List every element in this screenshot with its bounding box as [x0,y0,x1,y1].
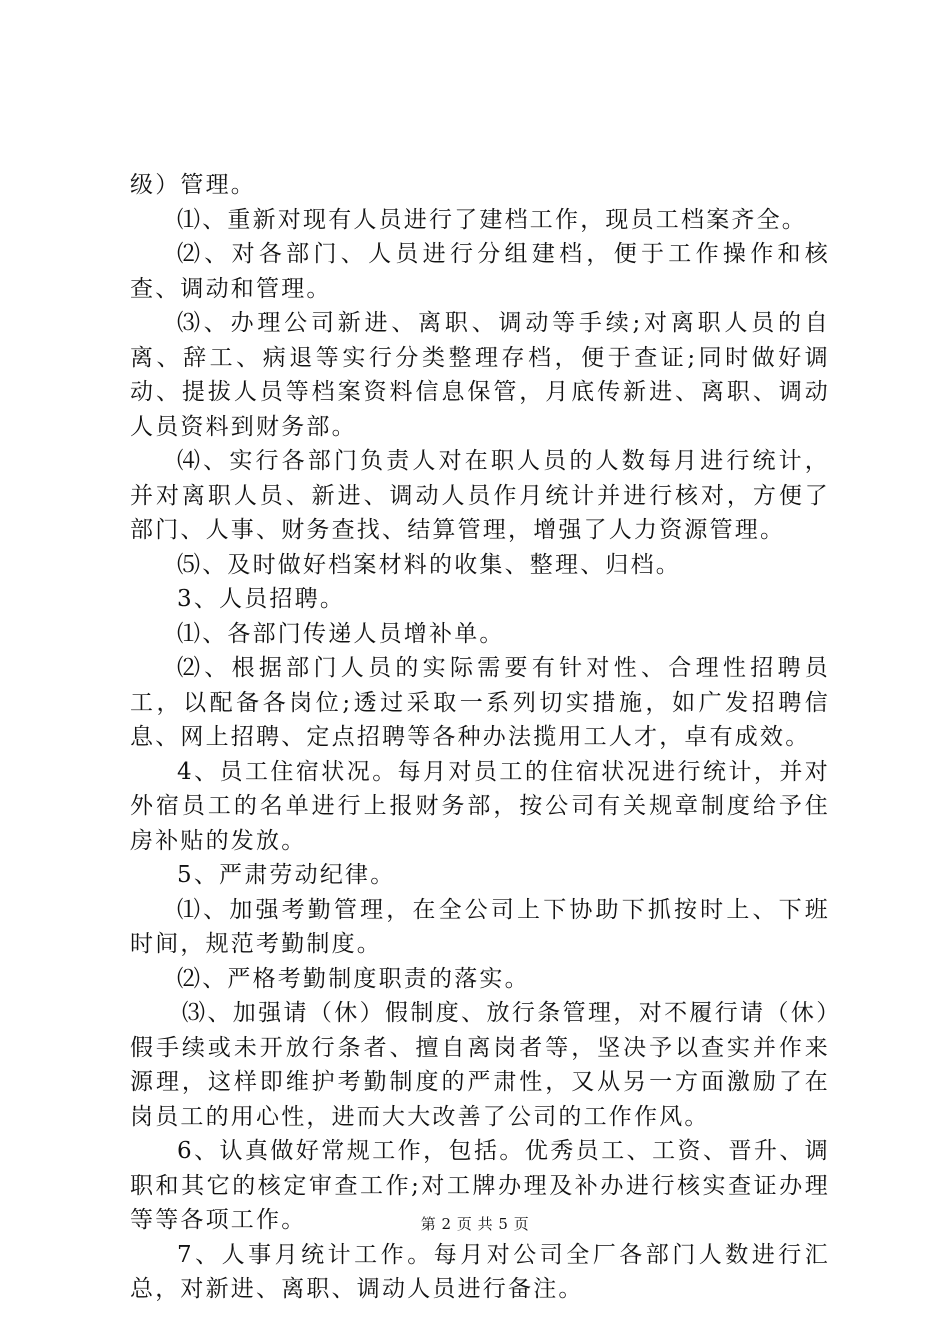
paragraph-item: ⑵、对各部门、人员进行分组建档，便于工作操作和核查、调动和管理。 [130,241,830,302]
paragraph-item: ⑶、加强请（休）假制度、放行条管理，对不履行请（休）假手续或未开放行条者、擅自离岗者等，坚决予以查实并作来源理，这样即维护考勤制度的严肃性，又从另一方面激励了在岗员工的用心性，进而大大改善了公司的工作作风。 [130,1000,830,1130]
paragraph-item: ⑸、及时做好档案材料的收集、整理、归档。 [177,551,681,578]
page-number-footer: 第 2 页 共 5 页 [420,1215,530,1233]
paragraph-item: ⑶、办理公司新进、离职、调动等手续;对离职人员的自离、辞工、病退等实行分类整理存档，便于查证;同时做好调动、提拔人员等档案资料信息保管，月底传新进、离职、调动人员资料到财务部。 [130,310,830,440]
section-heading: 3、人员招聘。 [177,586,346,612]
section-heading: 7、人事月统计工作。每月对公司全厂各部门人数进行汇总，对新进、离职、调动人员进行备注。 [130,1241,830,1302]
paragraph-continuation: 级）管理。 [130,172,256,198]
section-heading: 6、认真做好常规工作，包括。优秀员工、工资、晋升、调职和其它的核定审查工作;对工牌办理及补办进行核实查证办理等等各项工作。 [130,1138,830,1233]
paragraph-item: ⑴、各部门传递人员增补单。 [177,620,505,647]
section-heading: 4、员工住宿状况。每月对员工的住宿状况进行统计，并对外宿员工的名单进行上报财务部，按公司有关规章制度给予住房补贴的发放。 [130,758,830,854]
paragraph-item: ⑵、根据部门人员的实际需要有针对性、合理性招聘员工，以配备各岗位;透过采取一系列切实措施，如广发招聘信息、网上招聘、定点招聘等各种办法揽用工人才，卓有成效。 [130,655,830,750]
paragraph-item: ⑵、严格考勤制度职责的落实。 [177,965,530,992]
section-heading: 5、严肃劳动纪律。 [177,862,396,888]
paragraph-item: ⑴、加强考勤管理，在全公司上下协助下抓按时上、下班时间，规范考勤制度。 [130,896,830,957]
paragraph-item: ⑷、实行各部门负责人对在职人员的人数每月进行统计，并对离职人员、新进、调动人员作月统计并进行核对，方便了部门、人事、财务查找、结算管理，增强了人力资源管理。 [130,448,830,543]
paragraph-item: ⑴、重新对现有人员进行了建档工作，现员工档案齐全。 [177,206,807,233]
document-body [130,168,830,1307]
